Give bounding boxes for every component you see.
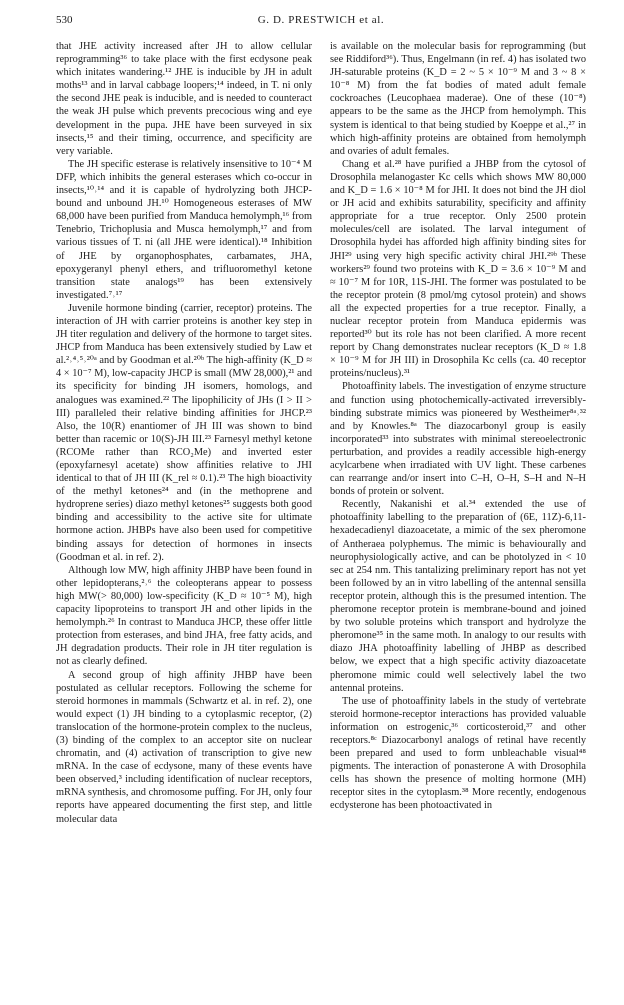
paragraph: A second group of high affinity JHBP have been postulated as cellular receptors. Following the scheme for steroid hormones in mammals (Schwartz et al. in ref. 2), one would expect (1) JH binding to a cytoplasmic receptor, (2) translocation of the hormone-protein complex to the nucleus, (3) binding of the complex to an acceptor site on nuclear chromatin, and (4) activation of transcription to give new mRNA. In the case of ecdysone, many of these events have been observed,³ including identification of nuclear receptors, mRNA synthesis, and chromosome puffing. For JH, only four reports have appeared documenting the first step, and little molecular data bbox=[56, 669, 312, 825]
paragraph: is available on the molecular basis for reprogramming (but see Riddiford³⁶). Thus, Engelmann (in ref. 4) has isolated two JH-saturable proteins (K_D = 2 ~ 5 × 10⁻⁹ M and 3 ~ 8 × 10⁻⁸ M) from the fat bodies of mated adult female cockroaches (Leucophaea maderae). One of these (10⁻⁸) appears to be the same as the JHCP from hemolymph. This system is identical to that being studied by Koeppe et al.,²⁷ in which high-affinity proteins are obtained from hemolymph and ovaries of adult females. bbox=[330, 41, 586, 157]
page-header bbox=[56, 14, 586, 32]
page-number: 530 bbox=[56, 14, 73, 26]
paragraph: The JH specific esterase is relatively insensitive to 10⁻⁴ M DFP, which inhibits the general esterases which co-occur in insects,¹⁰˒¹⁴ and it is capable of hydrolyzing both JHCP-bound and unbound JH.¹⁰ Homogeneous esterases of MW 68,000 have been purified from Manduca hemolymph,¹⁶ from Tenebrio, Trichoplusia and Musca hemolymph,¹⁷ and from various tissues of T. ni (all JHE were identical).¹⁸ Inhibition of JHE by organophosphates, carbamates, JHA, epoxygeranyl phenyl ethers, and trifluoromethyl ketone transition state analogs¹⁹ has been extensively investigated.⁷˒¹⁷ bbox=[56, 158, 312, 301]
paragraph: The use of photoaffinity labels in the study of vertebrate steroid hormone-receptor interactions has provided valuable information on estrogenic,³⁶ corticosteroid,³⁷ and other receptors.⁸ᶜ Diazocarbonyl analogs of retinal have recently been prepared and used to form unbleachable visual⁴⁸ pigments. The interaction of ponasterone A with Drosophila cells has shown the presence of molting hormone (MH) receptor sites in the cytoplasm.³⁸ More recently, endogenous ecdysterone has been photoactivated in bbox=[330, 695, 586, 812]
right-column bbox=[330, 40, 586, 813]
running-head: G. D. PRESTWICH et al. bbox=[257, 14, 385, 26]
paragraph: Juvenile hormone binding (carrier, receptor) proteins. The interaction of JH with carrier proteins is another key step in JH titer regulation and delivery of the hormone to target sites. JHCP from Manduca has been extensively studied by Law et al.²˒⁴˒⁵˒²⁰ᵃ and by Goodman et al.²⁰ᵇ The high-affinity (K_D ≈ 4 × 10⁻⁷ M), low-capacity JHCP is small (MW 28,000),²¹ and its specificity for binding JH isomers, homologs, and analogues was examined.²² The lipophilicity of JHs (I > II > III) paralleled their relative binding affinities for JHCP.²³ Also, the 10(R) enantiomer of JH III was shown to bind better than racemic or 10(S)-JH III.²³ Farnesyl methyl ketone (RCOMe rather than RCO₂Me) and inverted ester (epoxyfarnesyl acetate) show affinities relative to JHI identical to that of JH III (K_rel ≈ 0.1).²³ The high bioactivity of the methyl ketones²⁴ and (in the methoprene and hydroprene series) diazo methyl ketones²⁵ suggests both good binding and accessibility to the active site for ultimate hormone action. JHBPs have also been used for competitive binding assays for detection of hormones in insects (Goodman et al. in ref. 2). bbox=[56, 302, 312, 563]
paragraph: Although low MW, high affinity JHBP have been found in other lepidopterans,²˒⁶ the coleopterans appear to possess high MW(> 80,000) low-specificity (K_D ≈ 10⁻⁵ M), high capacity lipoproteins to transport JH and other lipids in the hemolymph.²⁶ In contrast to Manduca JHCP, these offer little protection from esterases, and bind JHA, free fatty acids, and JH degradation products. Their role in JH titer regulation is not as clearly defined. bbox=[56, 564, 312, 668]
paragraph: Chang et al.²⁸ have purified a JHBP from the cytosol of Drosophila melanogaster Kc cells which shows MW 80,000 and K_D = 1.6 × 10⁻⁸ M for JHI. It does not bind the JH diol or JH acid and exhibits saturability, specificity and affinity appropriate for a true receptor. Only 2500 protein molecules/cell are isolated. The larval integument of Drosophila hydei has afforded high affinity binding sites for JHI²⁹ using very high specific activity chiral JHI.²⁹ᵇ These workers²⁹ found two proteins with K_D = 3.6 × 10⁻⁹ M and ≈ 10⁻⁷ M for 10R, 11S-JHI. The former was postulated to be the receptor protein (8 pmol/mg cytosol protein) and shows all the expected properties for a true receptor. Finally, a nuclear receptor protein from Manduca epidermis was reported³⁰ but its role has not been clarified. A more recent report by Chang demonstrates nuclear receptors (K_D ≈ 1.8 × 10⁻⁹ M for JH III) in Drosophila Kc cells (ca. 40 receptor proteins/nucleus).³¹ bbox=[330, 158, 586, 380]
paragraph: Photoaffinity labels. The investigation of enzyme structure and function using photochemically-activated irreversibly-binding substrate mimics was pioneered by Westheimer⁸ᵃ˒³² and by Knowles.⁸ᵃ The diazocarbonyl group is easily incorporated³³ into substrates with minimal stereoelectronic perturbation, and provides a readily accessible high-energy acylcarbene when irradiated with UV light. These carbenes can rearrange and/or insert into C–H, O–H, S–H and N–H bonds of protein or solvent. bbox=[330, 381, 586, 498]
paragraph: that JHE activity increased after JH to allow cellular reprogramming³⁶ to take place with the first ecdysone peak which initates wandering.¹² JHE is inducible by JH in adult moths¹³ and in larval cabbage loopers;¹⁴ indeed, in T. ni only the second JHE peak is inducible, and is needed to counteract the weak JH pulse which prevents precocious wing and eye development in the pupa. JHE have been surveyed in six insects,¹⁵ and their timing, occurrence, and specificity are very variable. bbox=[56, 41, 312, 157]
left-column bbox=[56, 40, 312, 826]
paragraph: Recently, Nakanishi et al.³⁴ extended the use of photoaffinity labelling to the preparation of (6E, 11Z)-6,11-hexadecadienyl diazoacetate, a mimic of the sex pheromone of Antheraea polyphemus. The mimic is behaviourally and neurophysiologically active, and can be photolyzed in < 10 sec at 254 nm. This tantalizing preliminary report has not yet been followed by an in vitro labelling of the antennal sensilla receptor protein, although this is the presumed intention. The pheromone receptor protein is membrane-bound and joined by two soluble proteins which transport and hydrolyze the pheromone³⁵ in the same moth. In analogy to our results with diazo JHA photoaffinity labelling of JHBP as described below, we expect that a high specific activity diazoacetate pheromone mimic could well selectively label the two antennal proteins. bbox=[330, 499, 586, 694]
